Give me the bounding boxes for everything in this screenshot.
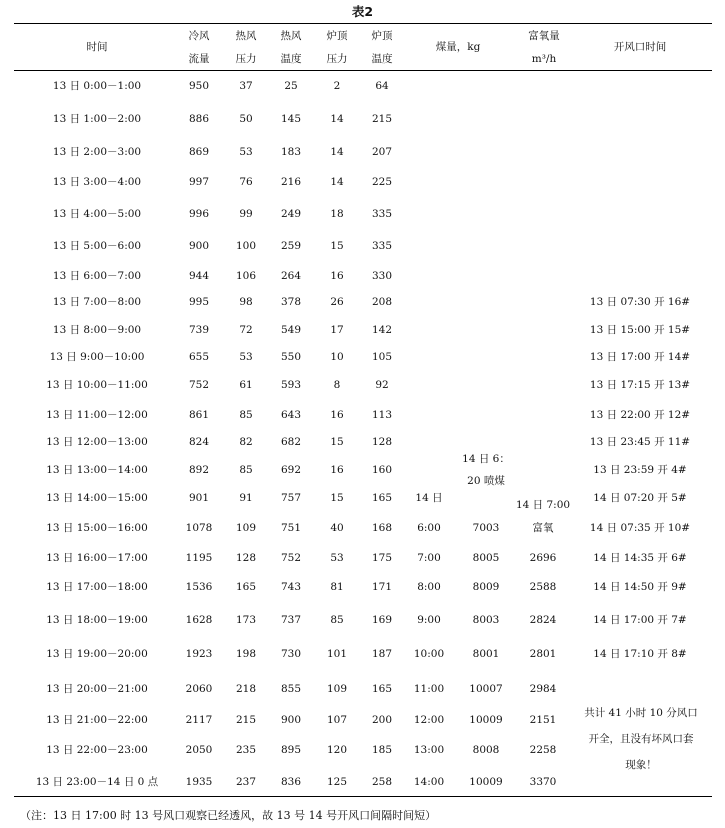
cell-time: 13 日 22:00－23:00 <box>46 743 148 756</box>
footnote: （注：13 日 17:00 时 13 号风口观察已经透风，故 13 号 14 号开风口间隔时间短） <box>20 809 437 822</box>
cell-top-pressure: 14 <box>330 145 344 158</box>
cell-tuyere-time: 13 日 07:30 开 16# <box>589 295 691 308</box>
cell-cold-flow: 995 <box>188 295 210 308</box>
cell-tuyere-time: 13 日 17:15 开 13# <box>589 378 691 391</box>
cell-hot-pressure: 100 <box>235 239 257 252</box>
header-cold-flow-2: 流量 <box>188 52 210 65</box>
header-oxygen-2: m³/h <box>531 52 557 65</box>
cell-tuyere-time: 13 日 23:45 开 11# <box>589 435 691 448</box>
table-top-rule <box>14 23 712 24</box>
cell-top-pressure: 17 <box>330 323 344 336</box>
cell-coal-amount: 10007 <box>469 682 503 695</box>
cell-time: 13 日 9:00－10:00 <box>49 350 145 363</box>
table-title: 表2 <box>351 4 374 19</box>
cell-hot-pressure: 53 <box>239 350 253 363</box>
cell-tuyere-time: 14 日 17:00 开 7# <box>593 613 687 626</box>
cell-top-pressure: 15 <box>330 239 344 252</box>
cell-cold-flow: 997 <box>188 175 210 188</box>
cell-top-pressure: 10 <box>330 350 344 363</box>
cell-top-temp: 185 <box>371 743 393 756</box>
cell-tuyere-time: 14 日 07:20 开 5# <box>593 491 687 504</box>
cell-hot-pressure: 76 <box>239 175 253 188</box>
summary-line-2: 开全，且没有坏风口套 <box>588 733 694 745</box>
cell-top-temp: 92 <box>375 378 389 391</box>
cell-top-temp: 330 <box>371 269 393 282</box>
cell-oxygen: 2696 <box>529 551 557 564</box>
cell-top-pressure: 53 <box>330 551 344 564</box>
cell-time: 13 日 21:00－22:00 <box>46 713 148 726</box>
cell-time: 13 日 11:00－12:00 <box>46 408 148 421</box>
cell-top-temp: 207 <box>371 145 393 158</box>
cell-cold-flow: 2060 <box>185 682 213 695</box>
cell-oxygen: 3370 <box>529 775 557 788</box>
cell-top-pressure: 14 <box>330 112 344 125</box>
coal-note-1: 14 日 6： <box>462 452 510 465</box>
cell-time: 13 日 6:00－7:00 <box>52 269 142 282</box>
cell-hot-pressure: 237 <box>235 775 257 788</box>
cell-coal-time: 7:00 <box>417 551 441 564</box>
cell-cold-flow: 1923 <box>185 647 213 660</box>
cell-coal-time: 10:00 <box>413 647 445 660</box>
cell-top-temp: 165 <box>371 682 393 695</box>
cell-hot-pressure: 37 <box>239 79 253 92</box>
cell-coal-time: 13:00 <box>413 743 445 756</box>
header-tuyere: 开风口时间 <box>613 40 667 53</box>
cell-time: 13 日 17:00－18:00 <box>46 580 148 593</box>
cell-cold-flow: 1195 <box>185 551 213 564</box>
cell-cold-flow: 1536 <box>185 580 213 593</box>
cell-time: 13 日 13:00－14:00 <box>46 463 148 476</box>
cell-hot-temp: 264 <box>280 269 302 282</box>
cell-top-pressure: 16 <box>330 463 344 476</box>
cell-top-pressure: 81 <box>330 580 344 593</box>
cell-top-pressure: 15 <box>330 435 344 448</box>
cell-coal-amount: 8008 <box>472 743 500 756</box>
cell-hot-pressure: 173 <box>235 613 257 626</box>
cell-cold-flow: 900 <box>188 239 210 252</box>
cell-top-temp: 142 <box>371 323 393 336</box>
cell-hot-temp: 682 <box>280 435 302 448</box>
cell-top-pressure: 125 <box>326 775 348 788</box>
cell-hot-pressure: 61 <box>239 378 253 391</box>
cell-hot-temp: 895 <box>280 743 302 756</box>
cell-coal-time: 6:00 <box>417 521 441 534</box>
cell-hot-pressure: 235 <box>235 743 257 756</box>
header-hot-pressure-2: 压力 <box>235 52 257 65</box>
cell-cold-flow: 892 <box>188 463 210 476</box>
cell-coal-amount: 7003 <box>472 521 500 534</box>
cell-tuyere-time: 14 日 14:35 开 6# <box>593 551 687 564</box>
cell-cold-flow: 1935 <box>185 775 213 788</box>
cell-tuyere-time: 13 日 23:59 开 4# <box>593 463 687 476</box>
cell-cold-flow: 886 <box>188 112 210 125</box>
summary-note <box>578 700 704 778</box>
cell-hot-temp: 743 <box>280 580 302 593</box>
cell-top-temp: 160 <box>371 463 393 476</box>
summary-line-3: 现象！ <box>625 759 657 771</box>
cell-top-temp: 187 <box>371 647 393 660</box>
cell-hot-temp: 737 <box>280 613 302 626</box>
cell-top-temp: 113 <box>371 408 393 421</box>
cell-hot-temp: 836 <box>280 775 302 788</box>
cell-cold-flow: 655 <box>188 350 210 363</box>
cell-oxygen: 2258 <box>529 743 557 756</box>
table-bottom-rule <box>14 796 712 797</box>
cell-tuyere-time: 13 日 15:00 开 15# <box>589 323 691 336</box>
cell-time: 13 日 10:00－11:00 <box>46 378 148 391</box>
cell-oxygen: 2984 <box>529 682 557 695</box>
header-top-temp-1: 炉顶 <box>371 29 393 42</box>
cell-cold-flow: 901 <box>188 491 210 504</box>
cell-hot-temp: 259 <box>280 239 302 252</box>
cell-coal-time: 14:00 <box>413 775 445 788</box>
header-top-temp-2: 温度 <box>371 52 393 65</box>
cell-top-temp: 105 <box>371 350 393 363</box>
cell-cold-flow: 944 <box>188 269 210 282</box>
cell-top-temp: 225 <box>371 175 393 188</box>
header-time: 时间 <box>86 40 108 53</box>
cell-time: 13 日 12:00－13:00 <box>46 435 148 448</box>
cell-top-temp: 64 <box>375 79 389 92</box>
cell-top-pressure: 26 <box>330 295 344 308</box>
cell-top-temp: 258 <box>371 775 393 788</box>
cell-coal-amount: 8001 <box>472 647 500 660</box>
summary-line-1: 共计 41 小时 10 分风口 <box>584 707 698 719</box>
cell-top-pressure: 85 <box>330 613 344 626</box>
cell-top-pressure: 8 <box>333 378 341 391</box>
cell-time: 13 日 0:00－1:00 <box>52 79 142 92</box>
cell-cold-flow: 1078 <box>185 521 213 534</box>
cell-cold-flow: 996 <box>188 207 210 220</box>
cell-cold-flow: 950 <box>188 79 210 92</box>
cell-top-pressure: 16 <box>330 269 344 282</box>
cell-tuyere-time: 13 日 17:00 开 14# <box>589 350 691 363</box>
cell-hot-temp: 692 <box>280 463 302 476</box>
cell-coal-amount: 8003 <box>472 613 500 626</box>
cell-top-pressure: 14 <box>330 175 344 188</box>
cell-cold-flow: 869 <box>188 145 210 158</box>
cell-coal-time: 11:00 <box>413 682 445 695</box>
cell-coal-time: 14 日 <box>415 491 443 504</box>
cell-hot-pressure: 53 <box>239 145 253 158</box>
cell-hot-pressure: 198 <box>235 647 257 660</box>
cell-time: 13 日 20:00－21:00 <box>46 682 148 695</box>
cell-cold-flow: 739 <box>188 323 210 336</box>
cell-cold-flow: 2050 <box>185 743 213 756</box>
cell-top-temp: 200 <box>371 713 393 726</box>
cell-time: 13 日 8:00－9:00 <box>52 323 142 336</box>
cell-coal-time: 9:00 <box>417 613 441 626</box>
cell-time: 13 日 4:00－5:00 <box>52 207 142 220</box>
cell-time: 13 日 23:00－14 日 0 点 <box>35 775 159 788</box>
cell-cold-flow: 2117 <box>185 713 213 726</box>
cell-tuyere-time: 14 日 14:50 开 9# <box>593 580 687 593</box>
coal-note-2: 20 喷煤 <box>467 474 505 487</box>
cell-hot-pressure: 85 <box>239 463 253 476</box>
header-cold-flow-1: 冷风 <box>188 29 210 42</box>
cell-time: 13 日 1:00－2:00 <box>52 112 142 125</box>
cell-time: 13 日 18:00－19:00 <box>46 613 148 626</box>
cell-top-temp: 208 <box>371 295 393 308</box>
cell-tuyere-time: 14 日 07:35 开 10# <box>589 521 691 534</box>
cell-top-pressure: 40 <box>330 521 344 534</box>
cell-hot-temp: 216 <box>280 175 302 188</box>
oxygen-note-1: 14 日 7:00 <box>515 498 571 511</box>
cell-hot-pressure: 106 <box>235 269 257 282</box>
cell-hot-temp: 757 <box>280 491 302 504</box>
cell-hot-temp: 145 <box>280 112 302 125</box>
cell-oxygen: 2801 <box>529 647 557 660</box>
cell-top-temp: 175 <box>371 551 393 564</box>
cell-coal-amount: 8005 <box>472 551 500 564</box>
cell-hot-temp: 25 <box>284 79 298 92</box>
cell-time: 13 日 3:00－4:00 <box>52 175 142 188</box>
oxygen-note-2: 富氧 <box>532 521 554 534</box>
cell-hot-pressure: 98 <box>239 295 253 308</box>
cell-top-temp: 169 <box>371 613 393 626</box>
cell-hot-temp: 550 <box>280 350 302 363</box>
cell-cold-flow: 861 <box>188 408 210 421</box>
cell-hot-pressure: 82 <box>239 435 253 448</box>
cell-hot-temp: 593 <box>280 378 302 391</box>
cell-hot-pressure: 50 <box>239 112 253 125</box>
cell-hot-pressure: 85 <box>239 408 253 421</box>
cell-cold-flow: 824 <box>188 435 210 448</box>
cell-top-temp: 335 <box>371 207 393 220</box>
header-top-pressure-2: 压力 <box>326 52 348 65</box>
cell-top-pressure: 18 <box>330 207 344 220</box>
cell-tuyere-time: 14 日 17:10 开 8# <box>593 647 687 660</box>
cell-hot-temp: 900 <box>280 713 302 726</box>
cell-time: 13 日 2:00－3:00 <box>52 145 142 158</box>
cell-oxygen: 2588 <box>529 580 557 593</box>
cell-hot-temp: 183 <box>280 145 302 158</box>
cell-top-pressure: 107 <box>326 713 348 726</box>
header-oxygen-1: 富氧量 <box>528 29 560 42</box>
cell-tuyere-time: 13 日 22:00 开 12# <box>589 408 691 421</box>
cell-top-temp: 335 <box>371 239 393 252</box>
cell-hot-temp: 643 <box>280 408 302 421</box>
cell-time: 13 日 15:00－16:00 <box>46 521 148 534</box>
cell-hot-temp: 751 <box>280 521 302 534</box>
cell-hot-temp: 730 <box>280 647 302 660</box>
header-coal: 煤量，kg <box>435 40 481 53</box>
cell-oxygen: 2824 <box>529 613 557 626</box>
cell-cold-flow: 1628 <box>185 613 213 626</box>
cell-hot-pressure: 91 <box>239 491 253 504</box>
cell-top-temp: 128 <box>371 435 393 448</box>
cell-time: 13 日 14:00－15:00 <box>46 491 148 504</box>
cell-hot-pressure: 128 <box>235 551 257 564</box>
header-hot-pressure-1: 热风 <box>235 29 257 42</box>
cell-top-pressure: 109 <box>326 682 348 695</box>
cell-oxygen: 2151 <box>529 713 557 726</box>
cell-top-temp: 215 <box>371 112 393 125</box>
cell-coal-amount: 10009 <box>469 775 503 788</box>
cell-hot-pressure: 72 <box>239 323 253 336</box>
cell-time: 13 日 5:00－6:00 <box>52 239 142 252</box>
cell-top-pressure: 120 <box>326 743 348 756</box>
cell-time: 13 日 16:00－17:00 <box>46 551 148 564</box>
cell-coal-time: 12:00 <box>413 713 445 726</box>
cell-top-pressure: 101 <box>326 647 348 660</box>
cell-hot-temp: 752 <box>280 551 302 564</box>
cell-top-temp: 171 <box>371 580 393 593</box>
header-rule <box>14 70 712 71</box>
cell-hot-temp: 549 <box>280 323 302 336</box>
cell-top-temp: 168 <box>371 521 393 534</box>
cell-hot-temp: 378 <box>280 295 302 308</box>
cell-cold-flow: 752 <box>188 378 210 391</box>
cell-top-temp: 165 <box>371 491 393 504</box>
cell-hot-pressure: 218 <box>235 682 257 695</box>
header-hot-temp-2: 温度 <box>280 52 302 65</box>
header-top-pressure-1: 炉顶 <box>326 29 348 42</box>
cell-hot-pressure: 99 <box>239 207 253 220</box>
cell-top-pressure: 2 <box>333 79 341 92</box>
cell-coal-time: 8:00 <box>417 580 441 593</box>
cell-top-pressure: 16 <box>330 408 344 421</box>
cell-time: 13 日 7:00－8:00 <box>52 295 142 308</box>
cell-hot-pressure: 165 <box>235 580 257 593</box>
cell-hot-temp: 249 <box>280 207 302 220</box>
cell-coal-amount: 10009 <box>469 713 503 726</box>
cell-hot-pressure: 109 <box>235 521 257 534</box>
cell-coal-amount: 8009 <box>472 580 500 593</box>
header-hot-temp-1: 热风 <box>280 29 302 42</box>
cell-hot-pressure: 215 <box>235 713 257 726</box>
cell-top-pressure: 15 <box>330 491 344 504</box>
cell-hot-temp: 855 <box>280 682 302 695</box>
cell-time: 13 日 19:00－20:00 <box>46 647 148 660</box>
